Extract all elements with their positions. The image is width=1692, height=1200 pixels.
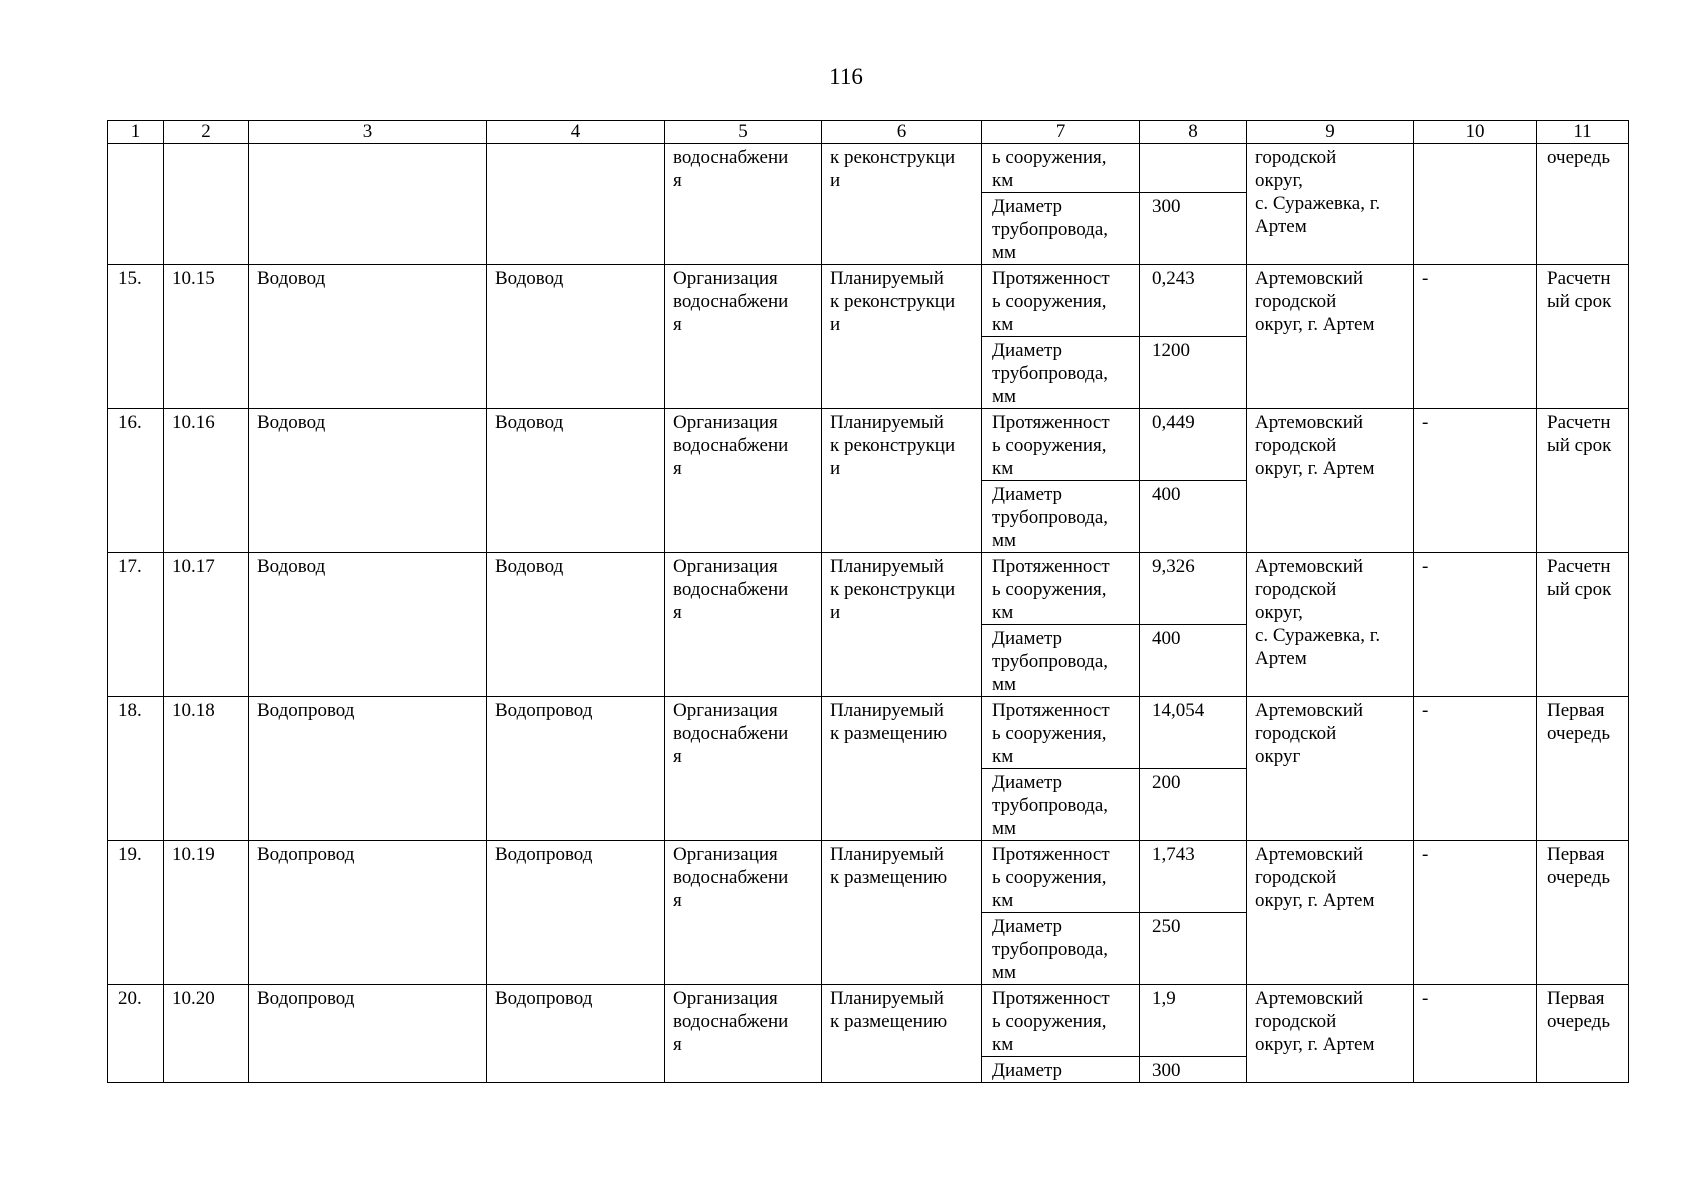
- cell-zone: [1414, 144, 1537, 265]
- cell-purpose: Организация водоснабжени я: [665, 265, 822, 409]
- cell-param-length-label: Протяженност ь сооружения, км: [982, 985, 1140, 1057]
- cell-location: Артемовский городской округ, г. Артем: [1247, 265, 1414, 409]
- cell-location: Артемовский городской округ, с. Суражевка, г. Артем: [1247, 553, 1414, 697]
- cell-param-diameter-label: Диаметр трубопровода, мм: [982, 913, 1140, 985]
- cell-name: Водовод: [249, 265, 487, 409]
- table-row: [108, 697, 1629, 769]
- cell-param-diameter-value: 1200: [1140, 337, 1247, 409]
- cell-status: Планируемый к размещению: [822, 697, 982, 841]
- cell-location: Артемовский городской округ: [1247, 697, 1414, 841]
- header-cell: 2: [164, 121, 249, 144]
- cell-term: Первая очередь: [1537, 697, 1629, 841]
- table-row: [108, 409, 1629, 481]
- cell-code: [164, 144, 249, 265]
- cell-param-length-label: Протяженност ь сооружения, км: [982, 841, 1140, 913]
- cell-param-diameter-label: Диаметр трубопровода, мм: [982, 481, 1140, 553]
- header-cell: 10: [1414, 121, 1537, 144]
- cell-code: 10.17: [164, 553, 249, 697]
- header-row: [108, 121, 1629, 144]
- cell-num: 18.: [108, 697, 164, 841]
- cell-param-length-value: 14,054: [1140, 697, 1247, 769]
- cell-num: 15.: [108, 265, 164, 409]
- cell-type: Водовод: [487, 265, 665, 409]
- cell-param-diameter-value: 300: [1140, 1057, 1247, 1083]
- cell-param-length-label: Протяженност ь сооружения, км: [982, 697, 1140, 769]
- table-row: [108, 985, 1629, 1057]
- cell-param-diameter-value: 200: [1140, 769, 1247, 841]
- cell-param-diameter-label: Диаметр трубопровода, мм: [982, 769, 1140, 841]
- cell-param-diameter-value: 300: [1140, 193, 1247, 265]
- header-cell: 8: [1140, 121, 1247, 144]
- cell-term: очередь: [1537, 144, 1629, 265]
- cell-status: Планируемый к реконструкци и: [822, 265, 982, 409]
- cell-param-length-label: Протяженност ь сооружения, км: [982, 265, 1140, 337]
- table-row: [108, 265, 1629, 337]
- cell-zone: -: [1414, 841, 1537, 985]
- table-row: [108, 841, 1629, 913]
- cell-num: 19.: [108, 841, 164, 985]
- cell-code: 10.18: [164, 697, 249, 841]
- cell-type: Водопровод: [487, 697, 665, 841]
- page-number: 116: [829, 64, 863, 89]
- cell-status: Планируемый к размещению: [822, 841, 982, 985]
- cell-location: Артемовский городской округ, г. Артем: [1247, 985, 1414, 1083]
- cell-param-diameter-value: 400: [1140, 625, 1247, 697]
- cell-param-length-value: 9,326: [1140, 553, 1247, 625]
- cell-code: 10.19: [164, 841, 249, 985]
- cell-purpose: Организация водоснабжени я: [665, 985, 822, 1083]
- objects-table: [107, 120, 1629, 1083]
- cell-term: Расчетн ый срок: [1537, 265, 1629, 409]
- header-cell: 3: [249, 121, 487, 144]
- cell-code: 10.15: [164, 265, 249, 409]
- cell-param-length-label: Протяженност ь сооружения, км: [982, 409, 1140, 481]
- cell-param-length-value: 0,449: [1140, 409, 1247, 481]
- cell-type: Водопровод: [487, 841, 665, 985]
- cell-type: Водовод: [487, 553, 665, 697]
- cell-num: 20.: [108, 985, 164, 1083]
- cell-status: Планируемый к реконструкци и: [822, 409, 982, 553]
- cell-status: к реконструкци и: [822, 144, 982, 265]
- cell-num: 17.: [108, 553, 164, 697]
- cell-num: [108, 144, 164, 265]
- cell-name: Водопровод: [249, 841, 487, 985]
- cell-term: Первая очередь: [1537, 841, 1629, 985]
- cell-purpose: водоснабжени я: [665, 144, 822, 265]
- cell-location: городской округ, с. Суражевка, г. Артем: [1247, 144, 1414, 265]
- cell-param-diameter-label: Диаметр трубопровода, мм: [982, 193, 1140, 265]
- cell-zone: -: [1414, 697, 1537, 841]
- cell-zone: -: [1414, 265, 1537, 409]
- cell-param-length-label: Протяженност ь сооружения, км: [982, 553, 1140, 625]
- cell-zone: -: [1414, 409, 1537, 553]
- header-cell: 7: [982, 121, 1140, 144]
- header-cell: 6: [822, 121, 982, 144]
- cell-num: 16.: [108, 409, 164, 553]
- cell-code: 10.16: [164, 409, 249, 553]
- cell-name: Водовод: [249, 409, 487, 553]
- cell-term: Расчетн ый срок: [1537, 553, 1629, 697]
- cell-type: [487, 144, 665, 265]
- table-row: [108, 553, 1629, 625]
- header-cell: 4: [487, 121, 665, 144]
- cell-name: Водовод: [249, 553, 487, 697]
- cell-param-diameter-label: Диаметр трубопровода, мм: [982, 337, 1140, 409]
- cell-param-diameter-value: 250: [1140, 913, 1247, 985]
- cell-type: Водопровод: [487, 985, 665, 1083]
- cell-location: Артемовский городской округ, г. Артем: [1247, 841, 1414, 985]
- cell-name: [249, 144, 487, 265]
- header-cell: 5: [665, 121, 822, 144]
- cell-type: Водовод: [487, 409, 665, 553]
- table-body: [108, 121, 1629, 1083]
- header-cell: 1: [108, 121, 164, 144]
- cell-purpose: Организация водоснабжени я: [665, 409, 822, 553]
- cell-zone: -: [1414, 553, 1537, 697]
- cell-purpose: Организация водоснабжени я: [665, 553, 822, 697]
- continued-row: [108, 144, 1629, 193]
- cell-purpose: Организация водоснабжени я: [665, 841, 822, 985]
- cell-location: Артемовский городской округ, г. Артем: [1247, 409, 1414, 553]
- cell-param-length-value: 0,243: [1140, 265, 1247, 337]
- cell-name: Водопровод: [249, 697, 487, 841]
- cell-name: Водопровод: [249, 985, 487, 1083]
- cell-param-diameter-label: Диаметр: [982, 1057, 1140, 1083]
- cell-param-length-value: 1,743: [1140, 841, 1247, 913]
- cell-zone: -: [1414, 985, 1537, 1083]
- cell-param-length-label: ь сооружения, км: [982, 144, 1140, 193]
- cell-status: Планируемый к реконструкци и: [822, 553, 982, 697]
- cell-param-diameter-value: 400: [1140, 481, 1247, 553]
- cell-term: Расчетн ый срок: [1537, 409, 1629, 553]
- cell-term: Первая очередь: [1537, 985, 1629, 1083]
- header-cell: 9: [1247, 121, 1414, 144]
- cell-purpose: Организация водоснабжени я: [665, 697, 822, 841]
- cell-status: Планируемый к размещению: [822, 985, 982, 1083]
- cell-param-length-value: [1140, 144, 1247, 193]
- cell-param-length-value: 1,9: [1140, 985, 1247, 1057]
- header-cell: 11: [1537, 121, 1629, 144]
- cell-param-diameter-label: Диаметр трубопровода, мм: [982, 625, 1140, 697]
- cell-code: 10.20: [164, 985, 249, 1083]
